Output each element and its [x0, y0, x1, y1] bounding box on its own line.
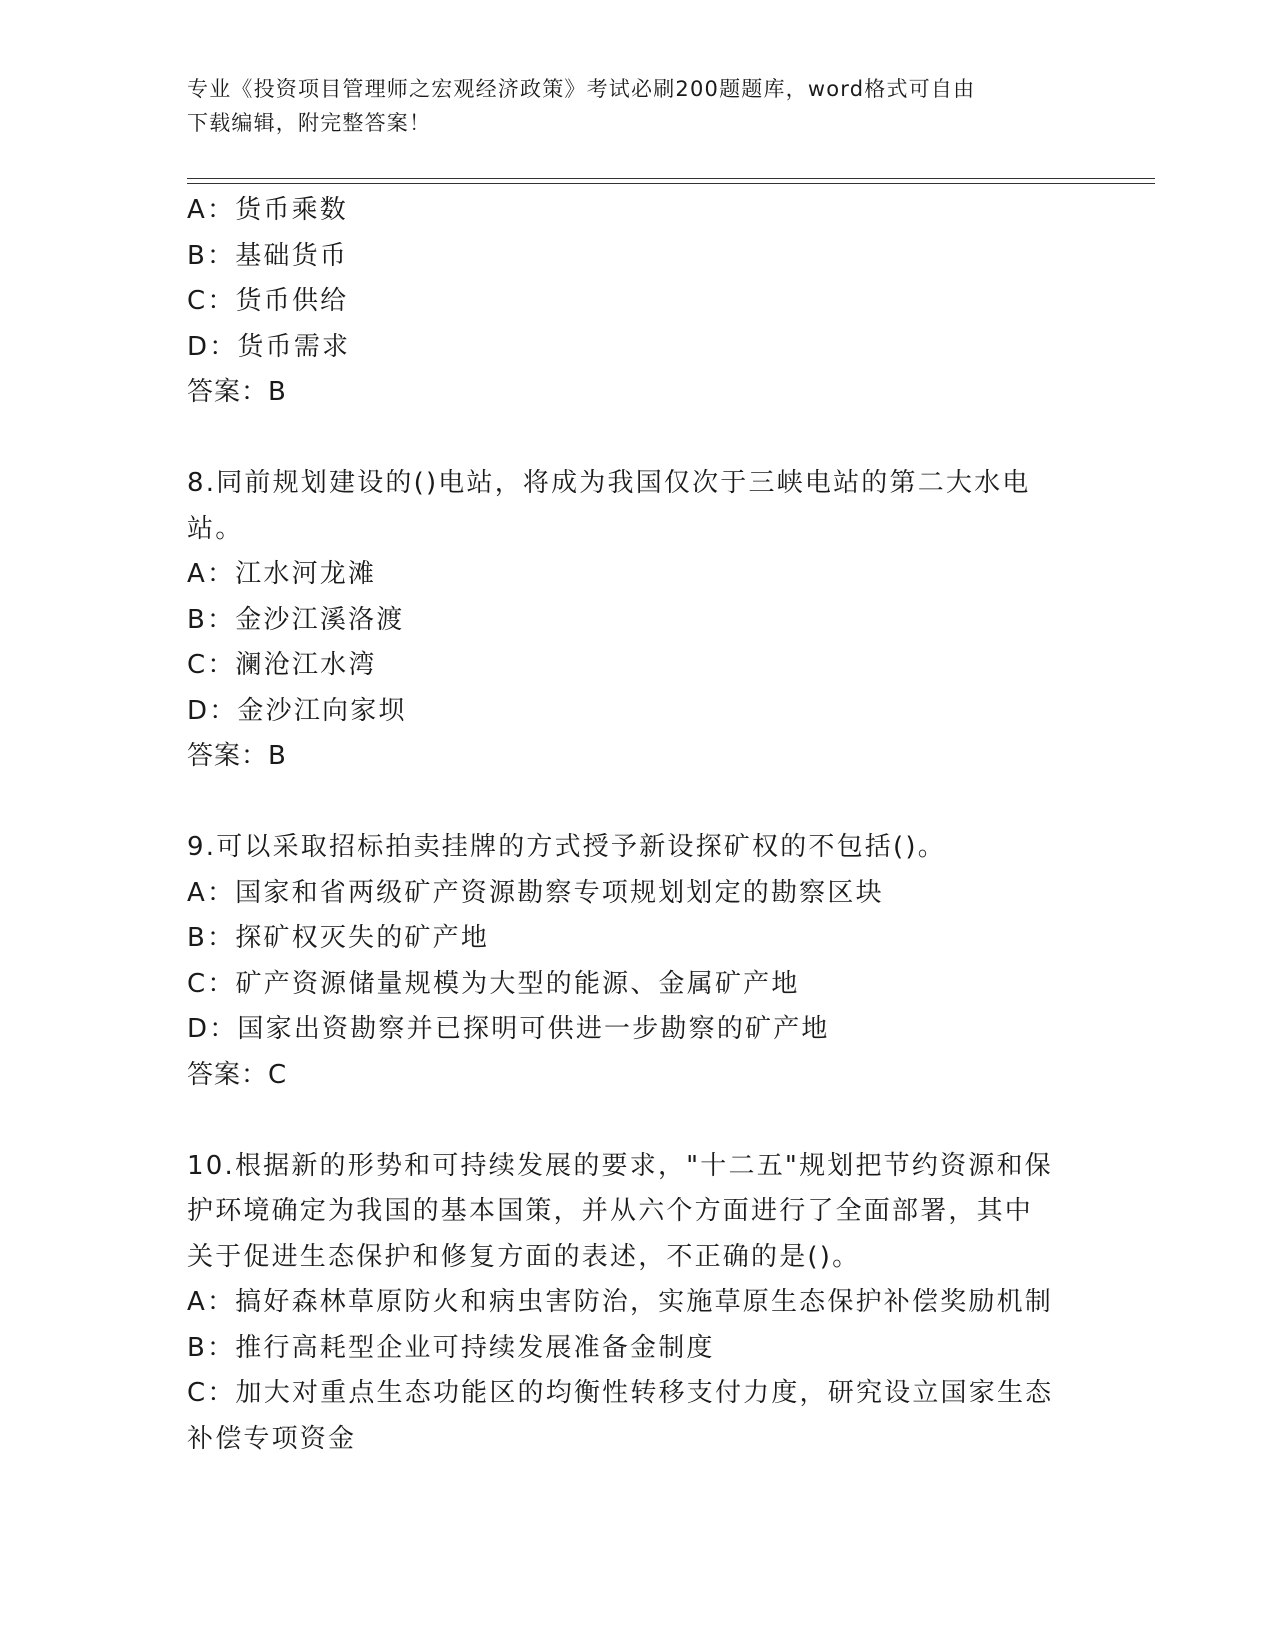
question-10-option-a: A：搞好森林草原防火和病虫害防治，实施草原生态保护补偿奖励机制	[187, 1287, 1053, 1317]
question-8	[187, 461, 1087, 780]
question-10-text-line-1: 10.根据新的形势和可持续发展的要求，"十二五"规划把节约资源和保	[187, 1150, 1053, 1181]
question-7	[187, 188, 1087, 416]
question-10-text-line-2: 护环境确定为我国的基本国策，并从六个方面进行了全面部署，其中	[187, 1196, 1034, 1226]
question-8-answer: 答案：B	[187, 741, 287, 771]
header-line-1: 专业《投资项目管理师之宏观经济政策》考试必刷200题题库，word格式可自由	[187, 77, 976, 101]
question-7-option-a: A：货币乘数	[187, 195, 348, 225]
question-8-text-line-1: 8.同前规划建设的()电站，将成为我国仅次于三峡电站的第二大水电	[187, 468, 1031, 498]
question-9-option-b: B：探矿权灭失的矿产地	[187, 923, 490, 953]
header-line-2: 下载编辑，附完整答案！	[187, 111, 432, 135]
question-7-answer: 答案：B	[187, 377, 287, 407]
document-header	[187, 72, 1087, 140]
question-9-option-a: A：国家和省两级矿产资源勘察专项规划划定的勘察区块	[187, 877, 884, 908]
question-10-option-c-line-1: C：加大对重点生态功能区的均衡性转移支付力度，研究设立国家生态	[187, 1378, 1054, 1408]
question-10-text-line-3: 关于促进生态保护和修复方面的表述，不正确的是()。	[187, 1241, 861, 1272]
question-9	[187, 825, 1087, 1098]
question-8-option-c: C：澜沧江水湾	[187, 650, 377, 680]
header-divider-top	[187, 178, 1155, 179]
question-10-option-c-line-2: 补偿专项资金	[187, 1423, 357, 1454]
question-9-option-d: D：国家出资勘察并已探明可供进一步勘察的矿产地	[187, 1014, 830, 1044]
question-8-option-b: B：金沙江溪洛渡	[187, 604, 405, 635]
question-8-text-line-2: 站。	[187, 513, 244, 544]
question-8-option-d: D：金沙江向家坝	[187, 695, 407, 726]
header-divider-bottom	[187, 183, 1155, 184]
question-10-option-b: B：推行高耗型企业可持续发展准备金制度	[187, 1332, 715, 1363]
question-9-text: 9.可以采取招标拍卖挂牌的方式授予新设探矿权的不包括()。	[187, 832, 946, 862]
question-7-option-d: D：货币需求	[187, 331, 351, 362]
question-7-option-b: B：基础货币	[187, 240, 349, 271]
question-9-answer: 答案：C	[187, 1059, 288, 1090]
question-7-option-c: C：货币供给	[187, 286, 349, 316]
question-8-option-a: A：江水河龙滩	[187, 559, 377, 589]
question-9-option-c: C：矿产资源储量规模为大型的能源、金属矿产地	[187, 968, 800, 999]
question-10	[187, 1144, 1087, 1463]
document-body	[187, 188, 1087, 1462]
